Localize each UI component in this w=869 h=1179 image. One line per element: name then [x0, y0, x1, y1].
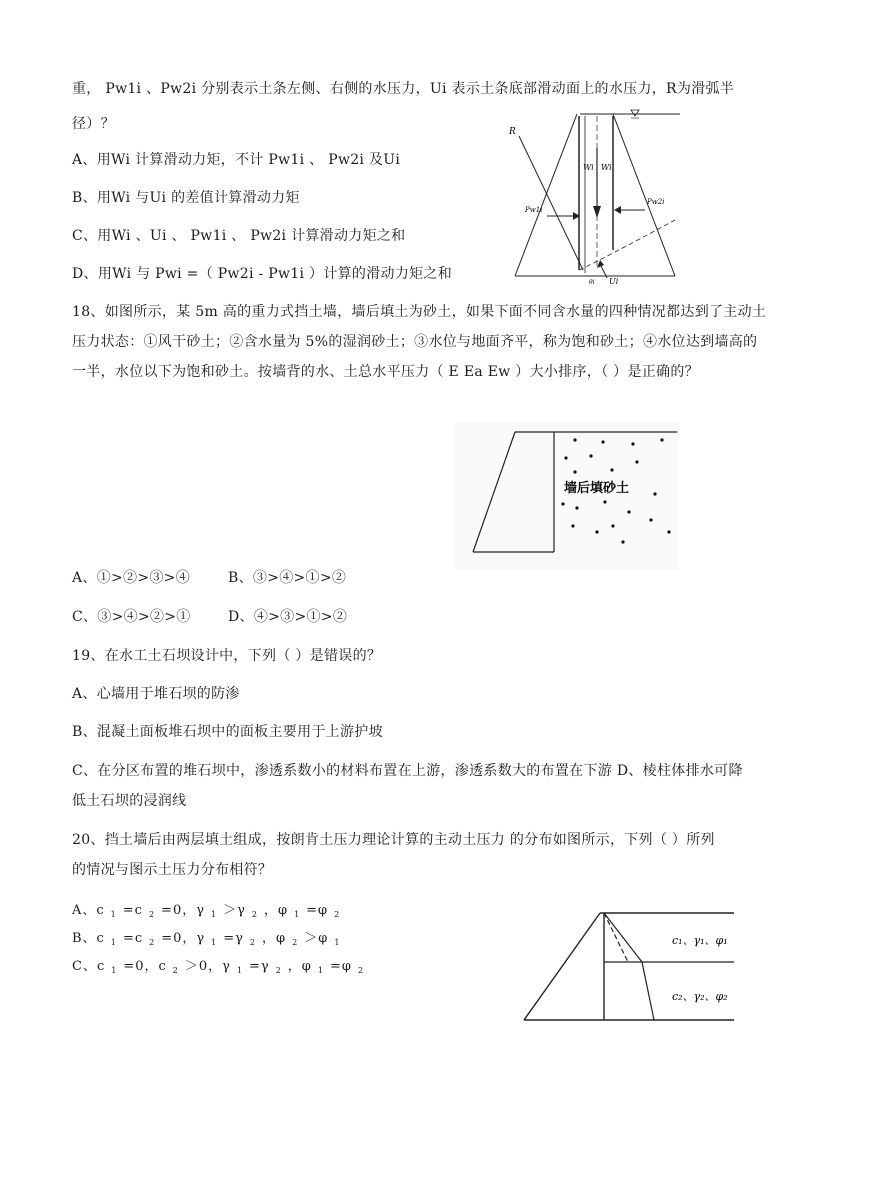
q20-line2: 的情况与图示土压力分布相符？ — [72, 862, 273, 878]
q20-option-c[interactable]: C、c $_1$ =0，c $_2$ ＞0，γ $_1$ =γ $_2$ ，φ $_1$ =φ $_2$ — [72, 959, 365, 975]
label-pw1i: Pw1i — [525, 206, 543, 214]
retaining-wall-sand-diagram — [455, 422, 679, 570]
q17-option-c[interactable]: C、用Wi 、Ui 、 Pw1i 、 Pw2i 计算滑动力矩之和 — [72, 228, 406, 244]
q18-option-d[interactable]: D、④>③>①>② — [228, 609, 348, 625]
q19-option-b[interactable]: B、混凝土面板堆石坝中的面板主要用于上游护坡 — [72, 724, 383, 740]
label-pw2i: Pw2i — [647, 198, 665, 206]
q18-line3: 一半，水位以下为饱和砂土。按墙背的水、土总水平压力（ E Ea Ew ）大小排序，（ ）是正确的？ — [72, 364, 699, 380]
water-level-icon — [631, 110, 639, 116]
two-layer-pressure-diagram — [520, 908, 740, 1024]
q18-option-a[interactable]: A、①>②>③>④ — [72, 570, 191, 586]
q17-line2: 径）？ — [72, 116, 115, 132]
q17-option-b[interactable]: B、用Wi 与Ui 的差值计算滑动力矩 — [72, 190, 300, 206]
q19-stem: 19、在水工土石坝设计中，下列（ ）是错误的？ — [72, 648, 382, 664]
q17-option-d[interactable]: D、用Wi 与 Pwi =（ Pw2i - Pw1i ）计算的滑动力矩之和 — [72, 266, 453, 282]
layer2-label: c₂、γ₂、φ₂ — [672, 990, 728, 1003]
layer1-label: c₁、γ₁、φ₁ — [672, 934, 728, 947]
sand-fill-label: 墙后填砂土 — [564, 481, 630, 496]
q19-option-a[interactable]: A、心墙用于堆石坝的防渗 — [72, 686, 240, 702]
q18-option-b[interactable]: B、③>④>①>② — [228, 570, 347, 586]
q18-option-c[interactable]: C、③>④>②>① — [72, 609, 191, 625]
q18-line2: 压力状态：①风干砂土；②含水量为 5%的湿润砂土；③水位与地面齐平，称为饱和砂土；④水位达到墙高的 — [72, 334, 758, 350]
label-ui: Ui — [609, 277, 619, 286]
q17-option-a[interactable]: A、用Wi 计算滑动力矩，不计 Pw1i 、 Pw2i 及Ui — [72, 152, 401, 168]
label-theta: θi — [589, 279, 595, 286]
label-wi: Wi — [583, 163, 594, 172]
label-wi-2: Wi — [601, 163, 612, 172]
radius-line — [519, 136, 583, 270]
q18-line1: 18、如图所示，某 5m 高的重力式挡土墙，墙后填土为砂土，如果下面不同含水量的四种情况都达到了主动土 — [72, 304, 767, 320]
q20-option-a[interactable]: A、c $_1$ =c $_2$ =0，γ $_1$ ＞γ $_2$ ，φ $_1$ =φ $_2$ — [72, 903, 341, 919]
q17-line1: 重， Pw1i 、Pw2i 分别表示土条左侧、右侧的水压力，Ui 表示土条底部滑动面上的水压力，R为滑弧半 — [72, 81, 735, 97]
q19-option-c-cont: 低土石坝的浸润线 — [72, 793, 187, 809]
q20-line1: 20、挡土墙后由两层填土组成，按朗肯土压力理论计算的主动土压力 的分布如图所示，下列（ ）所列 — [72, 832, 715, 848]
slice-diagram — [505, 108, 685, 288]
label-r: R — [509, 127, 516, 137]
q20-option-b[interactable]: B、c $_1$ =c $_2$ =0，γ $_1$ =γ $_2$ ，φ $_2$ ＞φ $_1$ — [72, 931, 341, 947]
q19-option-c[interactable]: C、在分区布置的堆石坝中，渗透系数小的材料布置在上游，渗透系数大的布置在下游 D、棱柱体排水可降 — [72, 763, 743, 779]
